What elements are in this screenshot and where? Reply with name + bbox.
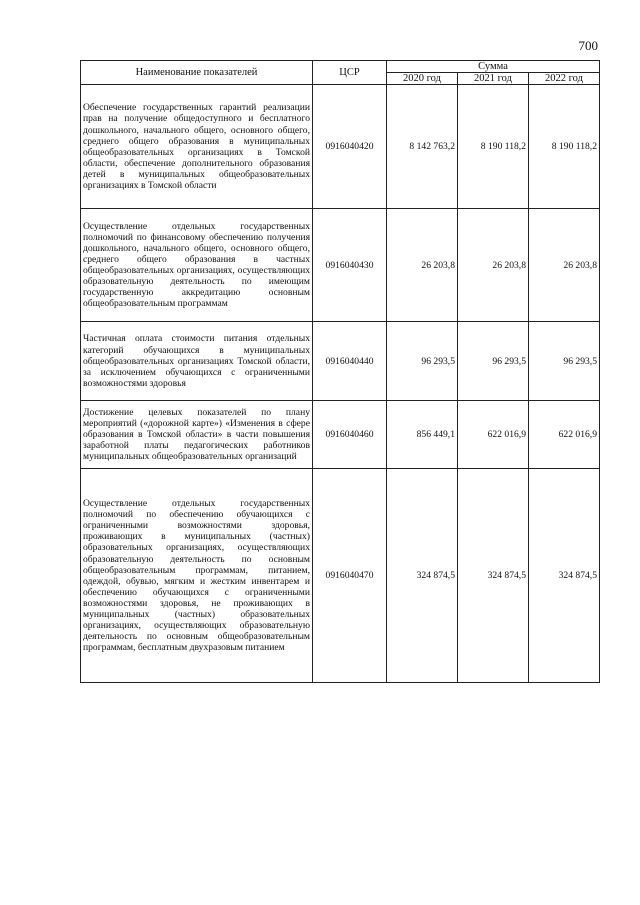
header-year-2020: 2020 год: [387, 73, 458, 85]
header-sum: Сумма: [387, 61, 600, 73]
row-value-2021: 26 203,8: [458, 209, 529, 322]
header-row: [81, 61, 600, 73]
table-row: [81, 401, 600, 469]
header-year-2022: 2022 год: [529, 73, 600, 85]
row-value-2021: 96 293,5: [458, 322, 529, 401]
row-csr: 0916040420: [313, 85, 387, 209]
row-value-2021: 622 016,9: [458, 401, 529, 469]
row-value-2020: 96 293,5: [387, 322, 458, 401]
row-csr: 0916040430: [313, 209, 387, 322]
row-value-2021: 324 874,5: [458, 469, 529, 683]
table-row: [81, 85, 600, 209]
budget-table: [80, 60, 600, 683]
row-value-2020: 324 874,5: [387, 469, 458, 683]
row-name: Обеспечение государственных гарантий реализации прав на получение общедоступного и бесплатного дошкольного, начального общего, основного общего, среднего общего образования в муниципальных общеобразовательных организациях в Томской области, обеспечение дополнительного образования детей в муниципальных общеобразовательных организациях в Томской области: [81, 85, 313, 209]
row-value-2022: 8 190 118,2: [529, 85, 600, 209]
row-value-2022: 26 203,8: [529, 209, 600, 322]
row-name: Осуществление отдельных государственных полномочий по финансовому обеспечению получения дошкольного, начального общего, основного общего, среднего общего образования в частных общеобразовательных организациях, осуществляющих образовательную деятельность по имеющим государственную аккредитацию основным общеобразовательным программам: [81, 209, 313, 322]
header-year-2021: 2021 год: [458, 73, 529, 85]
table-row: [81, 209, 600, 322]
table-row: [81, 469, 600, 683]
header-csr: ЦСР: [313, 61, 387, 85]
row-name: Осуществление отдельных государственных полномочий по обеспечению обучающихся с ограниченными возможностями здоровья, проживающих в муниципальных (частных) образовательных организациях, осуществляющих образовательную деятельность по основным общеобразовательным программам, питанием, одеждой, обувью, мягким и жестким инвентарем и обеспечению обучающихся с ограниченными возможностями здоровья, не проживающих в муниципальных (частных) образовательных организациях, осуществляющих образовательную деятельность по основным общеобразовательным программам, бесплатным двухразовым питанием: [81, 469, 313, 683]
page-number: 700: [578, 38, 598, 53]
row-csr: 0916040470: [313, 469, 387, 683]
row-csr: 0916040440: [313, 322, 387, 401]
table-row: [81, 322, 600, 401]
row-value-2022: 96 293,5: [529, 322, 600, 401]
row-value-2020: 856 449,1: [387, 401, 458, 469]
row-name: Частичная оплата стоимости питания отдельных категорий обучающихся в муниципальных общеобразовательных организациях Томской области, за исключением обучающихся с ограниченными возможностями здоровья: [81, 322, 313, 401]
row-value-2022: 324 874,5: [529, 469, 600, 683]
row-value-2020: 26 203,8: [387, 209, 458, 322]
row-value-2020: 8 142 763,2: [387, 85, 458, 209]
row-value-2021: 8 190 118,2: [458, 85, 529, 209]
row-csr: 0916040460: [313, 401, 387, 469]
header-name: Наименование показателей: [81, 61, 313, 85]
row-name: Достижение целевых показателей по плану мероприятий («дорожной карте») «Изменения в сфере образования в Томской области» в части повышения заработной платы педагогических работников муниципальных общеобразовательных организаций: [81, 401, 313, 469]
row-value-2022: 622 016,9: [529, 401, 600, 469]
